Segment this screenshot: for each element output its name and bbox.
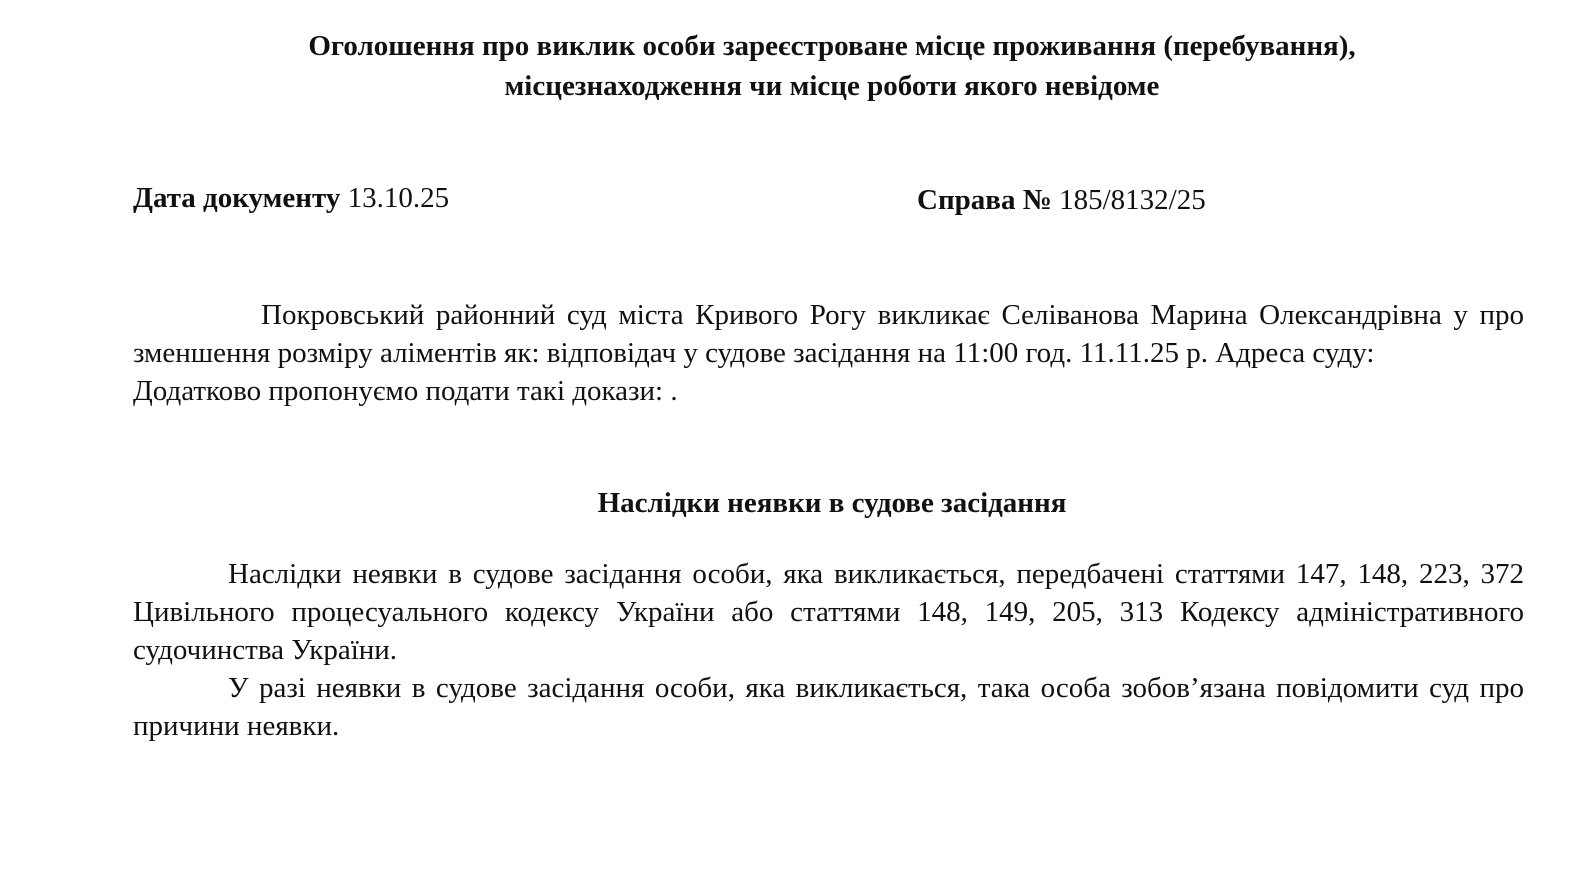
summons-paragraph <box>133 296 1524 410</box>
document-title <box>0 26 1594 106</box>
document-date-value: 13.10.25 <box>347 182 450 214</box>
case-number <box>917 182 1206 218</box>
title-line-2: місцезнаходження чи місце роботи якого невідоме <box>504 70 1160 102</box>
obligation-text: У разі неявки в судове засідання особи, яка викликається, така особа зобов’язана повідомити суд про причини неявки. <box>133 672 1524 742</box>
summons-text: Покровський районний суд міста Кривого Рогу викликає Селіванова Марина Олександрівна у про зменшення розміру аліментів як: відповідач у судове засідання на 11:00 год. 11.11.25 р. Адреса суду: <box>133 299 1524 369</box>
evidence-text: Додатково пропонуємо подати такі докази: . <box>133 375 678 407</box>
consequences-text: Наслідки неявки в судове засідання особи, яка викликається, передбачені статтями 147, 148, 223, 372 Цивільного процесуального кодексу України або статтями 148, 149, 205, 313 Кодексу адміністративного судочинства України. <box>133 558 1524 666</box>
document-date-label: Дата документу <box>133 182 341 214</box>
consequences-paragraph <box>133 555 1524 669</box>
title-line-1: Оголошення про виклик особи зареєстроване місце проживання (перебування), <box>308 30 1356 62</box>
consequences-heading: Наслідки неявки в судове засідання <box>597 487 1067 519</box>
case-number-value: 185/8132/25 <box>1059 184 1206 216</box>
case-number-label: Справа № <box>917 184 1052 216</box>
document-date <box>133 180 449 216</box>
obligation-paragraph <box>133 669 1524 745</box>
